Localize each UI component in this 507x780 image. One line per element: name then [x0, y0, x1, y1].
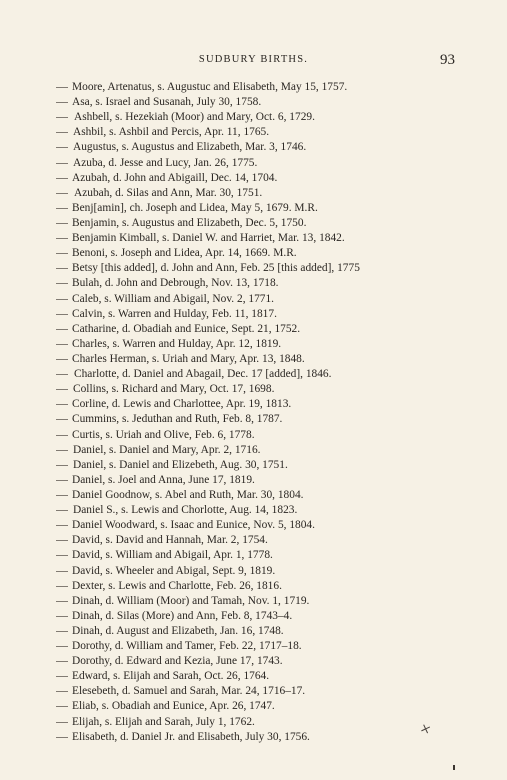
record-text: Dorothy, d. Edward and Kezia, June 17, 1743. — [72, 655, 283, 668]
margin-dash — [56, 132, 68, 133]
birth-record — [0, 352, 507, 367]
record-text: Cummins, s. Jeduthan and Ruth, Feb. 8, 1787. — [72, 413, 283, 426]
margin-dash — [56, 268, 68, 269]
record-text: Charles, s. Warren and Hulday, Apr. 12, 1819. — [72, 337, 282, 350]
margin-dash — [56, 691, 68, 692]
record-text: Daniel Woodward, s. Isaac and Eunice, Nov. 5, 1804. — [72, 519, 315, 532]
birth-record — [0, 548, 507, 563]
birth-record — [0, 307, 507, 322]
birth-record — [0, 443, 507, 458]
margin-dash — [56, 525, 68, 526]
margin-dash — [56, 299, 68, 300]
birth-record — [0, 564, 507, 579]
margin-dash — [56, 480, 68, 481]
birth-record — [0, 276, 507, 291]
record-text: Asa, s. Israel and Susanah, July 30, 1758. — [72, 96, 262, 109]
margin-dash — [56, 208, 68, 209]
record-text: Moore, Artenatus, s. Augustuc and Elisabeth, May 15, 1757. — [72, 81, 348, 93]
record-text: Azubah, d. John and Abigaill, Dec. 14, 1704. — [72, 171, 278, 184]
margin-dash — [56, 676, 68, 677]
birth-record — [0, 322, 507, 337]
record-text: Charles Herman, s. Uriah and Mary, Apr. 13, 1848. — [72, 352, 305, 365]
record-text: Dexter, s. Lewis and Charlotte, Feb. 26, 1816. — [72, 579, 282, 592]
running-head: SUDBURY BIRTHS. — [198, 54, 309, 65]
birth-record — [0, 730, 507, 745]
margin-dash — [56, 495, 68, 496]
record-text: David, s. Wheeler and Abigal, Sept. 9, 1819. — [72, 564, 276, 577]
birth-record — [0, 156, 507, 171]
margin-dash — [56, 419, 68, 420]
birth-record — [0, 186, 507, 201]
margin-dash — [56, 344, 68, 345]
record-text: Elisabeth, d. Daniel Jr. and Elisabeth, July 30, 1756. — [72, 730, 310, 743]
margin-dash — [56, 253, 68, 254]
record-text: David, s. William and Abigail, Apr. 1, 1778. — [72, 549, 273, 562]
birth-record-list — [0, 80, 507, 745]
birth-record — [0, 95, 507, 110]
margin-dash — [56, 193, 68, 194]
record-text: Daniel, s. Daniel and Mary, Apr. 2, 1716. — [73, 443, 261, 456]
record-text: Eliab, s. Obadiah and Eunice, Apr. 26, 1747. — [72, 700, 275, 713]
record-text: Azubah, d. Silas and Ann, Mar. 30, 1751. — [74, 186, 263, 199]
record-text: Augustus, s. Augustus and Elizabeth, Mar. 3, 1746. — [73, 141, 307, 154]
margin-dash — [56, 465, 68, 466]
record-text: Curtis, s. Uriah and Olive, Feb. 6, 1778. — [72, 428, 255, 441]
record-text: Benjamin, s. Augustus and Elizabeth, Dec. 5, 1750. — [72, 216, 307, 229]
margin-dash — [56, 87, 68, 88]
margin-dash — [56, 661, 68, 662]
record-text: Benoni, s. Joseph and Lidea, Apr. 14, 1669. M.R. — [72, 247, 297, 260]
record-text: Bulah, d. John and Debrough, Nov. 13, 1718. — [72, 277, 279, 290]
page-header — [0, 52, 507, 72]
record-text: Ashbil, s. Ashbil and Percis, Apr. 11, 1765. — [73, 126, 270, 139]
margin-dash — [56, 722, 68, 723]
margin-dash — [56, 435, 68, 436]
margin-dash — [56, 359, 68, 360]
margin-dash — [56, 223, 68, 224]
record-text: Corline, d. Lewis and Charlottee, Apr. 19, 1813. — [72, 398, 292, 411]
birth-record — [0, 80, 507, 95]
birth-record — [0, 428, 507, 443]
birth-record — [0, 261, 507, 276]
birth-record — [0, 639, 507, 654]
margin-dash — [56, 450, 68, 451]
record-text: Edward, s. Elijah and Sarah, Oct. 26, 1764. — [72, 670, 270, 683]
margin-dash — [56, 616, 68, 617]
ink-speck — [453, 765, 455, 770]
birth-record — [0, 171, 507, 186]
record-text: Dorothy, d. William and Tamer, Feb. 22, 1717–18. — [72, 640, 302, 653]
margin-dash — [56, 283, 68, 284]
margin-dash — [56, 102, 68, 103]
birth-record — [0, 125, 507, 140]
record-text: Daniel, s. Daniel and Elizebeth, Aug. 30, 1751. — [73, 458, 288, 471]
record-text: Dinah, d. Silas (More) and Ann, Feb. 8, 1743–4. — [72, 609, 293, 622]
margin-dash — [56, 571, 68, 572]
margin-dash — [56, 737, 68, 738]
margin-dash — [56, 601, 68, 602]
birth-record — [0, 624, 507, 639]
record-text: Dinah, d. William (Moor) and Tamah, Nov. 1, 1719. — [72, 594, 310, 607]
record-text: David, s. David and Hannah, Mar. 2, 1754. — [72, 534, 268, 547]
page-number: 93 — [440, 52, 455, 68]
record-text: Charlotte, d. Daniel and Abagail, Dec. 17 [added], 1846. — [74, 368, 332, 381]
margin-dash — [56, 374, 68, 375]
birth-record — [0, 367, 507, 382]
birth-record — [0, 473, 507, 488]
record-text: Ashbell, s. Hezekiah (Moor) and Mary, Oct. 6, 1729. — [74, 111, 315, 124]
record-text: Collins, s. Richard and Mary, Oct. 17, 1698. — [73, 383, 275, 396]
record-text: Calvin, s. Warren and Hulday, Feb. 11, 1817. — [72, 307, 277, 320]
margin-dash — [56, 117, 68, 118]
record-text: Caleb, s. William and Abigail, Nov. 2, 1771. — [72, 292, 275, 305]
margin-dash — [56, 540, 68, 541]
birth-record — [0, 609, 507, 624]
birth-record — [0, 654, 507, 669]
birth-record — [0, 382, 507, 397]
margin-dash — [56, 178, 68, 179]
record-text: Betsy [this added], d. John and Ann, Feb. 25 [this added], 1775 — [72, 262, 360, 275]
margin-dash — [56, 706, 68, 707]
record-text: Daniel S., s. Lewis and Chorlotte, Aug. 14, 1823. — [73, 504, 298, 517]
record-text: Benj[amin], ch. Joseph and Lidea, May 5, 1679. M.R. — [72, 201, 318, 214]
margin-dash — [56, 510, 68, 511]
birth-record — [0, 533, 507, 548]
margin-dash — [56, 314, 68, 315]
birth-record — [0, 337, 507, 352]
birth-record — [0, 412, 507, 427]
birth-record — [0, 231, 507, 246]
pencil-mark-icon: × — [417, 720, 434, 739]
record-text: Azuba, d. Jesse and Lucy, Jan. 26, 1775. — [73, 156, 258, 169]
record-text: Daniel, s. Joel and Anna, June 17, 1819. — [72, 473, 255, 486]
margin-dash — [56, 586, 68, 587]
birth-record — [0, 397, 507, 412]
margin-dash — [56, 163, 68, 164]
margin-dash — [56, 329, 68, 330]
birth-record — [0, 503, 507, 518]
birth-record — [0, 518, 507, 533]
record-text: Catharine, d. Obadiah and Eunice, Sept. 21, 1752. — [72, 322, 301, 335]
birth-record — [0, 140, 507, 155]
birth-record — [0, 488, 507, 503]
record-text: Dinah, d. August and Elizabeth, Jan. 16, 1748. — [72, 624, 284, 637]
margin-dash — [56, 389, 68, 390]
birth-record — [0, 292, 507, 307]
birth-record — [0, 669, 507, 684]
birth-record — [0, 579, 507, 594]
birth-record — [0, 594, 507, 609]
margin-dash — [56, 646, 68, 647]
margin-dash — [56, 404, 68, 405]
margin-dash — [56, 631, 68, 632]
margin-dash — [56, 555, 68, 556]
birth-record — [0, 110, 507, 125]
record-text: Daniel Goodnow, s. Abel and Ruth, Mar. 30, 1804. — [72, 488, 304, 501]
birth-record — [0, 699, 507, 714]
birth-record — [0, 216, 507, 231]
birth-record — [0, 458, 507, 473]
birth-record — [0, 684, 507, 699]
record-text: Benjamin Kimball, s. Daniel W. and Harriet, Mar. 13, 1842. — [72, 232, 345, 245]
record-text: Elesebeth, d. Samuel and Sarah, Mar. 24, 1716–17. — [72, 685, 306, 698]
record-text: Elijah, s. Elijah and Sarah, July 1, 1762. — [72, 715, 255, 728]
birth-record — [0, 201, 507, 216]
margin-dash — [56, 238, 68, 239]
birth-record — [0, 246, 507, 261]
margin-dash — [56, 147, 68, 148]
